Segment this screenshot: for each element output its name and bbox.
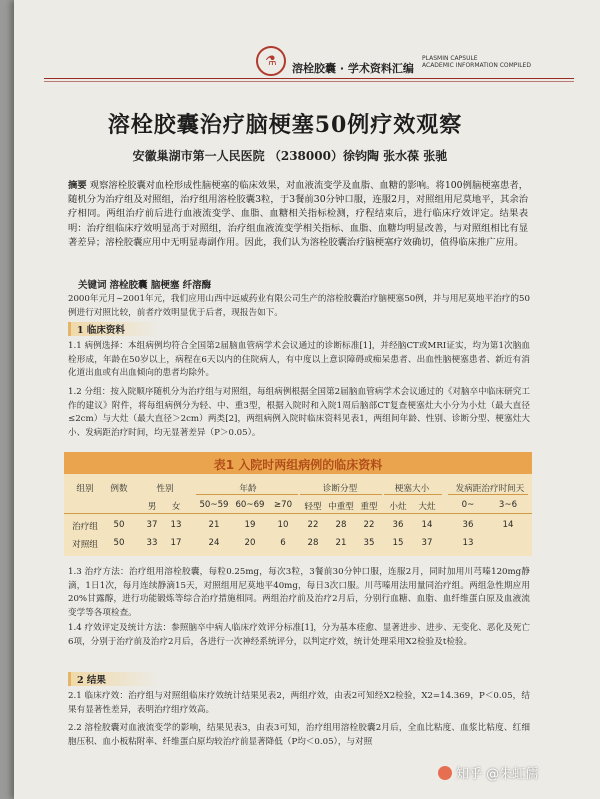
paragraph-2-1: 2.1 临床疗效：治疗组与对照组临床疗效统计结果见表2，两组疗效，由表2可知经X2检验，X2=14.369，P＜0.05，结果有显著性差异，表明治疗组疗效高。 (68, 691, 530, 715)
table-header-count: 例数 (110, 484, 128, 494)
header-title: 溶栓胶囊 · 学术资料汇编 (292, 62, 414, 75)
table-sub-large: 大灶 (418, 502, 436, 512)
table-row-2-label: 对照组 (72, 540, 98, 550)
paragraph-1-1: 1.1 病例选择：本组病例均符合全国第2届脑血管病学术会议通过的诊断标准[1]，并经脑CT或MRI证实，均为第1次脑血栓形成，年龄在50岁以上，病程在6天以内的住院病人，有中度以上意识障碍或痴呆患者、出血性脑梗塞患者、新近有消化道出血或有出血倾向的患者均除外。 (68, 341, 530, 379)
intro-paragraph: 2000年元月~2001年元，我们应用山西中远威药业有限公司生产的溶栓胶囊治疗脑梗塞50例，并与用尼莫地平治疗的50例进行对照比较，前者疗效明显优于后者，现报告如下。 (68, 294, 530, 318)
table-cell: 36 (392, 520, 404, 530)
paragraph-1-3: 1.3 治疗方法：治疗组用溶栓胶囊，每粒0.25mg，每次3粒，3餐前30分钟口服，连服2月，同时加用川芎嗪120mg静滴，1日1次，每月连续静滴15天，对照组用尼莫地平40mg，每日3次口服。川芎嗪用法用量同治疗组。两组急性期应用20%甘露醇，进行功能锻炼等综合治疗措施相同。两组治疗前及治疗2月后，分别行血糖、血脂、血纤维蛋白原及血液流变学等各项检查。 (68, 567, 530, 618)
table-sub-onset1: 0~ (461, 500, 475, 510)
table-cell: 21 (335, 538, 347, 548)
table-cell: 37 (146, 520, 158, 530)
table-sub-male: 男 (147, 502, 157, 512)
table-cell: 28 (307, 538, 319, 548)
keywords-text: 溶栓胶囊 脑梗塞 纤溶酶 (109, 280, 212, 291)
keywords (78, 277, 211, 291)
abstract-label: 摘要 (68, 180, 87, 191)
table-cell: 19 (244, 520, 256, 530)
table-cell: 37 (421, 538, 433, 548)
table-cell: 13 (170, 520, 182, 530)
header-rule (44, 78, 574, 79)
section-1-heading: 1 临床资料 (68, 322, 197, 336)
header-en-line2: ACADEMIC INFORMATION COMPILED (422, 62, 531, 69)
table-cell: 17 (170, 538, 182, 548)
article-title: 溶栓胶囊治疗脑梗塞50例疗效观察 (107, 112, 463, 138)
table-subheader-rule (384, 494, 442, 495)
table-cell: 10 (277, 520, 289, 530)
table-row-1-label: 治疗组 (72, 522, 98, 532)
avatar-icon (438, 766, 452, 780)
table-cell: 24 (208, 538, 220, 548)
table-sub-light: 轻型 (304, 502, 322, 512)
table-cell: 14 (421, 520, 433, 530)
table-sub-age3: ≥70 (273, 500, 293, 510)
table-cell: 33 (146, 538, 158, 548)
table-subheader-rule (196, 494, 298, 495)
table-sub-age1: 50~59 (199, 500, 229, 510)
section-2-heading: 2 结果 (68, 672, 197, 686)
table-cell: 35 (363, 538, 375, 548)
table-header-sex: 性别 (156, 484, 174, 494)
table-cell: 22 (363, 520, 375, 530)
table-subheader-rule (300, 494, 382, 495)
header-english (422, 55, 582, 69)
table-cell: 15 (392, 538, 404, 548)
paragraph-1-2: 1.2 分组：按入院顺序随机分为治疗组与对照组，每组病例根据全国第2届脑血管病学术会议通过的《对脑卒中临床研究工作的建议》附件，将每组病例分为轻、中、重3型，根据入院时和入院1周后脑部CT复查梗塞灶大小分为小灶（最大直径≤2cm）与大灶（最大直径＞2cm）两类[2]，两组病例入院时临床资料见表1，两组间年龄、性别、诊断分型、梗塞灶大小、发病距治疗时间，均无显著差异（P＞0.05）。 (68, 387, 530, 438)
table-header-onset: 发病距治疗时间天 (455, 484, 525, 494)
table-subheader-rule (448, 494, 528, 495)
table-sub-small: 小灶 (389, 502, 407, 512)
paragraph-2-2: 2.2 溶栓胶囊对血液流变学的影响，结果见表3，由表3可知，治疗组用溶栓胶囊2月后，全血比粘度、血浆比粘度、红细胞压积、血小板粘附率、纤维蛋白原均较治疗前显著降低（P均＜0.05），与对照 (68, 723, 530, 747)
table-cell: 6 (280, 538, 286, 548)
table-header-infarct: 梗塞大小 (394, 484, 430, 494)
table-sub-onset2: 3~6 (498, 500, 518, 510)
table-cell: 28 (335, 520, 347, 530)
microscope-icon: ⚗ (256, 46, 286, 76)
watermark (438, 763, 538, 782)
table-sub-mid: 中重型 (328, 502, 354, 512)
table-cell: 22 (307, 520, 319, 530)
table-sub-female: 女 (171, 502, 181, 512)
watermark-text: 知乎 @朱虹儒 (456, 767, 539, 782)
table-cell: 50 (113, 538, 125, 548)
paragraph-1-4: 1.4 疗效评定及统计方法：参照脑卒中病人临床疗效评分标准[1]，分为基本痊愈、显著进步、进步、无变化、恶化及死亡6项，分别于治疗前及治疗2月后，各进行一次神经系统评分，以判定疗效，统计处理采用X2检验及t检验。 (68, 623, 530, 647)
table-sub-heavy: 重型 (360, 502, 378, 512)
keywords-label: 关键词 (78, 280, 107, 291)
header-rule-thin (44, 81, 574, 82)
table-cell: 36 (462, 520, 474, 530)
table-cell: 20 (244, 538, 256, 548)
table-header-age: 年龄 (239, 484, 257, 494)
abstract (68, 179, 528, 250)
table-header-type: 诊断分型 (322, 484, 358, 494)
table-cell: 21 (208, 520, 220, 530)
table-cell: 14 (502, 520, 514, 530)
affiliation: 安徽巢湖市第一人民医院 （238000）徐钧陶 张水葆 张驰 (132, 149, 448, 163)
table-header-group: 组别 (76, 484, 94, 494)
table-sub-age2: 60~69 (235, 500, 265, 510)
header-en-line1: PLASMIN CAPSULE (422, 55, 478, 62)
table-1-title: 表1 入院时两组病例的临床资料 (213, 458, 383, 472)
table-cell: 13 (462, 538, 474, 548)
abstract-text: 观察溶栓胶囊对血栓形成性脑梗塞的临床效果，对血液流变学及血脂、血糖的影响。将100例脑梗塞患者，随机分为治疗组及对照组，治疗组用溶栓胶囊3粒，于3餐前30分钟口服，连服2月，对照组用尼莫地平，其余治疗相同。两组治疗前后进行血液流变学、血脂、血糖相关指标检测，疗程结束后，进行临床疗效评定。结果表明：治疗组临床疗效明显高于对照组，治疗组血液流变学相关指标、血脂、血糖均明显改善，与对照组相比有显著差异；溶栓胶囊应用中无明显毒副作用。因此，我们认为溶栓胶囊治疗脑梗塞疗效确切，值得临床推广应用。 (68, 180, 528, 248)
table-cell: 50 (113, 520, 125, 530)
table-body-rule (64, 513, 532, 514)
